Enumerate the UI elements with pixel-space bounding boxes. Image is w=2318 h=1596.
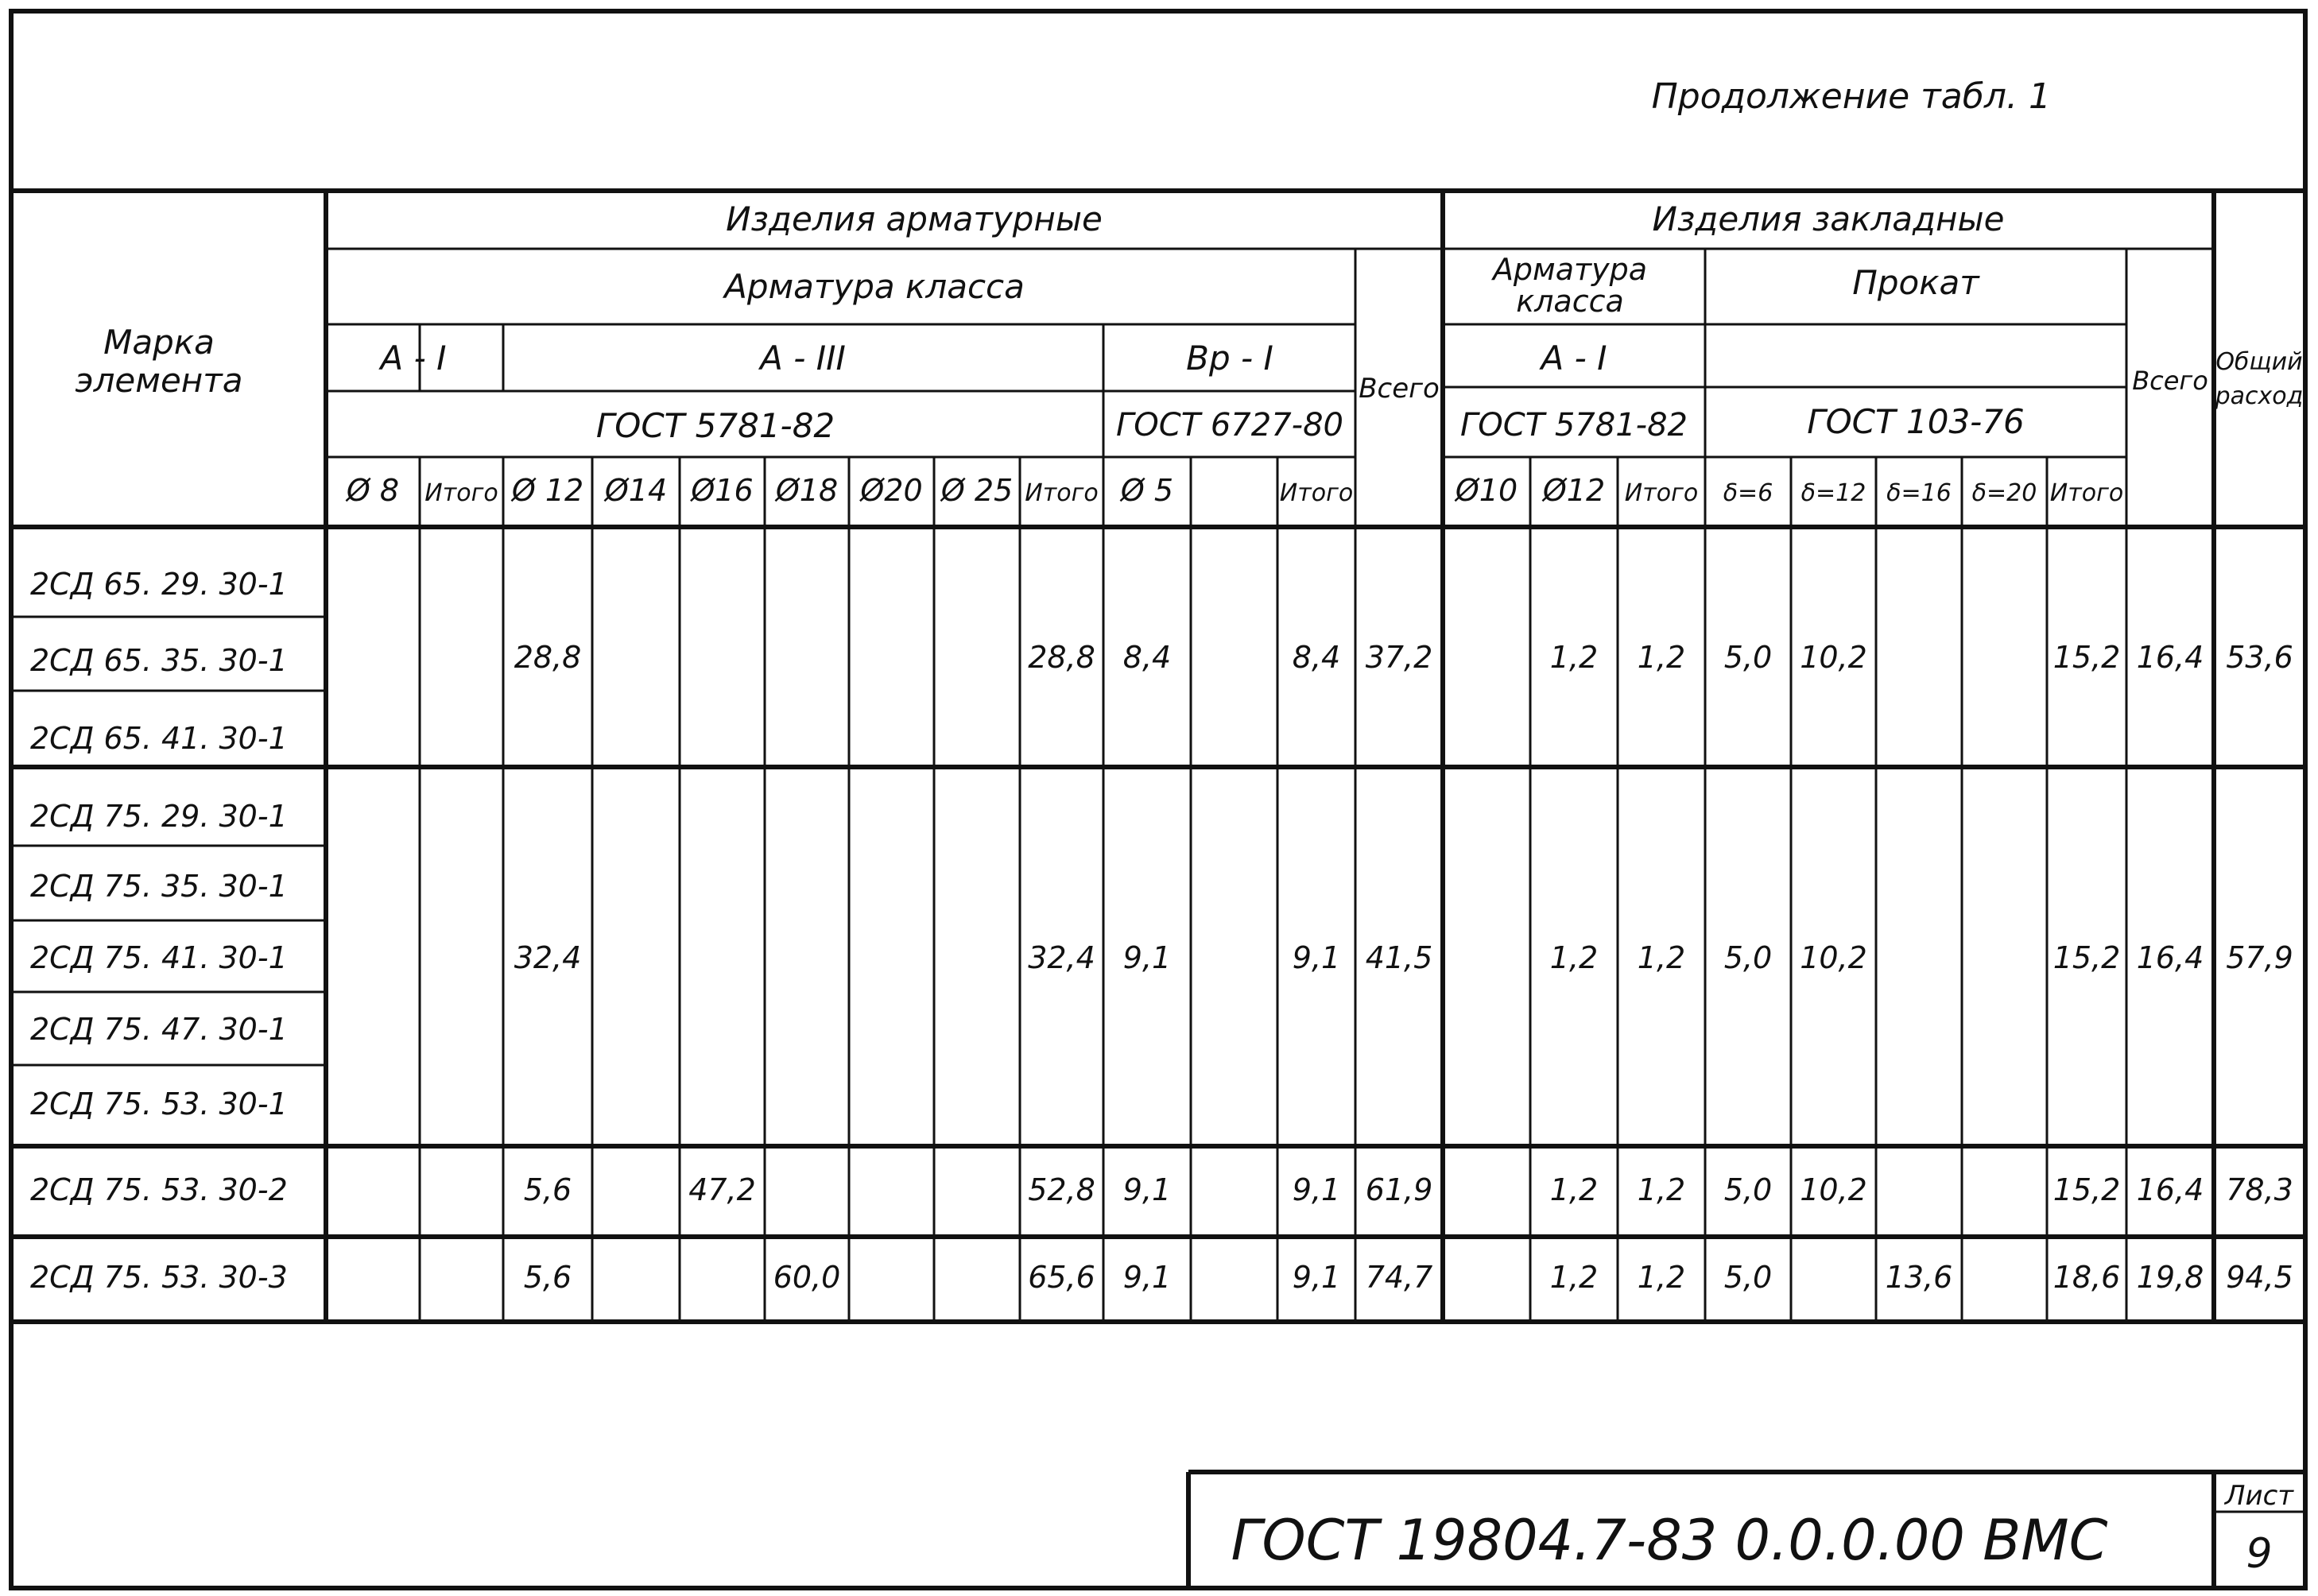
value-cell: 28,8 bbox=[1028, 640, 1095, 675]
total-header: Всего bbox=[1359, 373, 1440, 405]
mark-cell: 2СД 75. 41. 30-1 bbox=[30, 940, 288, 975]
sub-header-cell: Итого bbox=[1624, 479, 1699, 507]
embedded-class-line1: Арматура bbox=[1492, 252, 1648, 287]
value-cell: 1,2 bbox=[1549, 640, 1599, 675]
value-cell: 5,0 bbox=[1723, 1260, 1773, 1295]
mark-cell: 2СД 75. 53. 30-2 bbox=[30, 1172, 288, 1207]
value-cell: 13,6 bbox=[1885, 1260, 1953, 1295]
value-cell: 9,1 bbox=[1122, 940, 1172, 975]
value-cell: 5,0 bbox=[1723, 640, 1773, 675]
value-cell: 16,4 bbox=[2136, 940, 2204, 975]
value-cell: 1,2 bbox=[1637, 640, 1686, 675]
value-cell: 10,2 bbox=[1800, 940, 1867, 975]
sub-header-cell: Ø12 bbox=[1542, 473, 1606, 508]
gost-rolled-header: ГОСТ 103-76 bbox=[1807, 402, 2025, 441]
rolled-header: Прокат bbox=[1852, 263, 1979, 302]
value-cell: 5,6 bbox=[523, 1172, 572, 1207]
sub-header-cell: Итого bbox=[2049, 479, 2124, 507]
value-cell: 32,4 bbox=[1028, 940, 1095, 975]
mark-cell: 2СД 75. 29. 30-1 bbox=[30, 799, 288, 834]
class-vr1-header: Вр - I bbox=[1186, 339, 1273, 378]
value-cell: 15,2 bbox=[2052, 640, 2121, 675]
sub-header-cell: Ø 8 bbox=[346, 473, 400, 508]
value-cell: 16,4 bbox=[2136, 640, 2204, 675]
armature-products-header: Изделия арматурные bbox=[726, 200, 1103, 238]
sub-header-cell: Итого bbox=[424, 479, 498, 507]
value-cell: 9,1 bbox=[1292, 940, 1341, 975]
value-cell: 1,2 bbox=[1549, 1172, 1599, 1207]
value-cell: 32,4 bbox=[514, 940, 582, 975]
value-cell: 9,1 bbox=[1122, 1260, 1172, 1295]
mark-cell: 2СД 75. 53. 30-1 bbox=[30, 1087, 288, 1121]
value-cell: 74,7 bbox=[1365, 1260, 1433, 1295]
gost-embedded-a-header: ГОСТ 5781-82 bbox=[1460, 407, 1688, 444]
sub-header-cell: Итого bbox=[1279, 479, 1354, 507]
value-cell: 37,2 bbox=[1365, 640, 1433, 675]
value-cell: 52,8 bbox=[1028, 1172, 1095, 1207]
value-cell: 41,5 bbox=[1365, 940, 1433, 975]
mark-cell: 2СД 75. 53. 30-3 bbox=[30, 1260, 288, 1295]
data-cells bbox=[514, 640, 2293, 1295]
sub-header-cell: Ø10 bbox=[1455, 473, 1518, 508]
value-cell: 16,4 bbox=[2136, 1172, 2204, 1207]
continuation-caption: Продолжение табл. 1 bbox=[1651, 76, 2051, 117]
value-cell: 28,8 bbox=[514, 640, 582, 675]
mark-column bbox=[30, 567, 288, 1295]
class-a1-header: А - I bbox=[380, 339, 447, 378]
class-a3-header: А - III bbox=[760, 339, 846, 378]
value-cell: 5,6 bbox=[523, 1260, 572, 1295]
mark-cell: 2СД 65. 41. 30-1 bbox=[30, 721, 288, 756]
mark-cell: 2СД 75. 35. 30-1 bbox=[30, 869, 288, 904]
sub-header-cell: Ø 12 bbox=[511, 473, 584, 508]
value-cell: 65,6 bbox=[1028, 1260, 1095, 1295]
value-cell: 94,5 bbox=[2226, 1260, 2293, 1295]
sub-header-cell: Ø18 bbox=[775, 473, 839, 508]
sub-header-cell: δ=20 bbox=[1971, 479, 2037, 507]
value-cell: 9,1 bbox=[1292, 1172, 1341, 1207]
sub-header-cell: δ=16 bbox=[1886, 479, 1952, 507]
value-cell: 19,8 bbox=[2136, 1260, 2204, 1295]
sub-header-cell: Ø 5 bbox=[1120, 473, 1174, 508]
embedded-products-header: Изделия закладные bbox=[1652, 200, 2005, 238]
sub-header-cell: δ=12 bbox=[1801, 479, 1866, 507]
sub-header-cell: Ø14 bbox=[604, 473, 668, 508]
value-cell: 60,0 bbox=[773, 1260, 841, 1295]
mark-header-line2: элемента bbox=[75, 361, 243, 400]
table-header bbox=[76, 200, 2304, 445]
table-grid bbox=[11, 191, 2305, 1322]
value-cell: 8,4 bbox=[1122, 640, 1172, 675]
value-cell: 78,3 bbox=[2226, 1172, 2293, 1207]
value-cell: 1,2 bbox=[1637, 1260, 1686, 1295]
value-cell: 15,2 bbox=[2052, 940, 2121, 975]
value-cell: 15,2 bbox=[2052, 1172, 2121, 1207]
value-cell: 1,2 bbox=[1549, 1260, 1599, 1295]
sub-header-cell: δ=6 bbox=[1723, 479, 1773, 507]
document-designation: ГОСТ 19804.7-83 0.0.0.00 ВМС bbox=[1231, 1508, 2108, 1573]
value-cell: 47,2 bbox=[688, 1172, 756, 1207]
sub-header-cell: Ø20 bbox=[860, 473, 923, 508]
value-cell: 53,6 bbox=[2226, 640, 2293, 675]
value-cell: 1,2 bbox=[1637, 1172, 1686, 1207]
reinforcement-class-header: Арматура класса bbox=[724, 267, 1025, 306]
value-cell: 57,9 bbox=[2226, 940, 2293, 975]
value-cell: 1,2 bbox=[1549, 940, 1599, 975]
embedded-a1-header: А - I bbox=[1541, 339, 1607, 378]
embedded-class-line2: класса bbox=[1516, 284, 1624, 319]
value-cell: 10,2 bbox=[1800, 1172, 1867, 1207]
gost-vr-header: ГОСТ 6727-80 bbox=[1116, 407, 1343, 444]
sub-header-cell: Итого bbox=[1025, 479, 1099, 507]
value-cell: 61,9 bbox=[1365, 1172, 1433, 1207]
value-cell: 8,4 bbox=[1292, 640, 1341, 675]
overall-header-line1: Общий bbox=[2215, 348, 2303, 376]
mark-header-line1: Марка bbox=[103, 323, 215, 362]
value-cell: 18,6 bbox=[2052, 1260, 2121, 1295]
value-cell: 9,1 bbox=[1122, 1172, 1172, 1207]
sheet-number: 9 bbox=[2246, 1530, 2273, 1578]
value-cell: 5,0 bbox=[1723, 940, 1773, 975]
sub-header-cell: Ø 25 bbox=[940, 473, 1014, 508]
value-cell: 1,2 bbox=[1637, 940, 1686, 975]
sheet-label: Лист bbox=[2224, 1480, 2294, 1512]
mark-cell: 2СД 65. 29. 30-1 bbox=[30, 567, 288, 602]
title-block bbox=[1188, 1472, 2305, 1588]
sub-headers bbox=[345, 473, 2123, 508]
mark-cell: 2СД 65. 35. 30-1 bbox=[30, 643, 288, 678]
mark-cell: 2СД 75. 47. 30-1 bbox=[30, 1012, 288, 1047]
value-cell: 5,0 bbox=[1723, 1172, 1773, 1207]
overall-header-line2: расход bbox=[2215, 382, 2304, 410]
value-cell: 10,2 bbox=[1800, 640, 1867, 675]
gost-a-header: ГОСТ 5781-82 bbox=[595, 406, 835, 445]
sub-header-cell: Ø16 bbox=[691, 473, 754, 508]
value-cell: 9,1 bbox=[1292, 1260, 1341, 1295]
embedded-total-header: Всего bbox=[2132, 366, 2208, 396]
